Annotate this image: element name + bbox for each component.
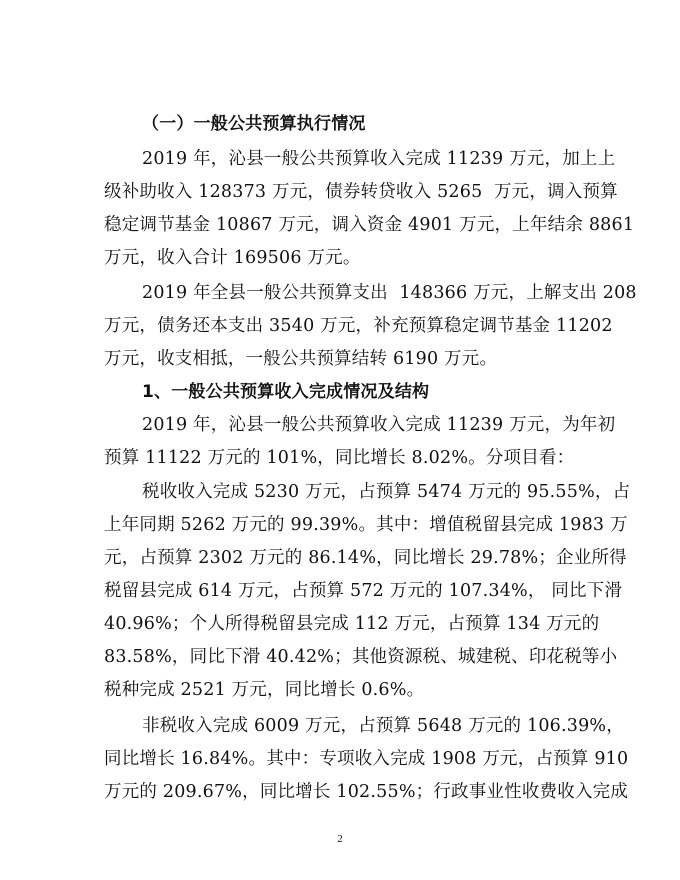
paragraph-line: 2019 年全县一般公共预算支出 148366 万元，上解支出 208 [142, 283, 637, 303]
paragraph-line: 2019 年，沁县一般公共预算收入完成 11239 万元，为年初 [142, 415, 616, 435]
paragraph-line: 83.58%，同比下滑 40.42%；其他资源税、城建税、印花税等小 [104, 647, 618, 667]
paragraph-line: 上年同期 5262 万元的 99.39%。其中：增值税留县完成 1983 万 [104, 515, 628, 535]
paragraph-line: 万元，收入合计 169506 万元。 [104, 248, 361, 268]
paragraph-line: 元，占预算 2302 万元的 86.14%，同比增长 29.78%；企业所得 [104, 548, 627, 568]
paragraph-line: 2019 年，沁县一般公共预算收入完成 11239 万元，加上上 [142, 149, 616, 169]
paragraph-line: 税收收入完成 5230 万元，占预算 5474 万元的 95.55%，占 [142, 482, 631, 502]
subsection-heading: 1、一般公共预算收入完成情况及结构 [142, 382, 430, 402]
paragraph-line: 同比增长 16.84%。其中：专项收入完成 1908 万元，占预算 910 [104, 749, 629, 769]
paragraph-line: 级补助收入 128373 万元，债券转贷收入 5265 万元，调入预算 [104, 182, 618, 202]
paragraph-line: 40.96%；个人所得税留县完成 112 万元，占预算 134 万元的 [104, 614, 600, 634]
paragraph-line: 万元，收支相抵，一般公共预算结转 6190 万元。 [104, 349, 498, 369]
paragraph-line: 预算 11122 万元的 101%，同比增长 8.02%。分项目看： [104, 448, 575, 468]
paragraph-line: 万元，债务还本支出 3540 万元，补充预算稳定调节基金 11202 [104, 316, 613, 336]
paragraph-line: 税留县完成 614 万元，占预算 572 万元的 107.34%， 同比下滑 [104, 581, 623, 601]
paragraph-line: 税种完成 2521 万元，同比增长 0.6%。 [104, 680, 425, 700]
paragraph-line: 稳定调节基金 10867 万元，调入资金 4901 万元，上年结余 8861 [104, 215, 635, 235]
paragraph-line: 万元的 209.67%，同比增长 102.55%；行政事业性收费收入完成 [104, 782, 629, 802]
page-number: 2 [337, 833, 343, 845]
paragraph-line: 非税收入完成 6009 万元，占预算 5648 万元的 106.39%， [142, 716, 624, 736]
section-heading: （一）一般公共预算执行情况 [142, 114, 366, 134]
